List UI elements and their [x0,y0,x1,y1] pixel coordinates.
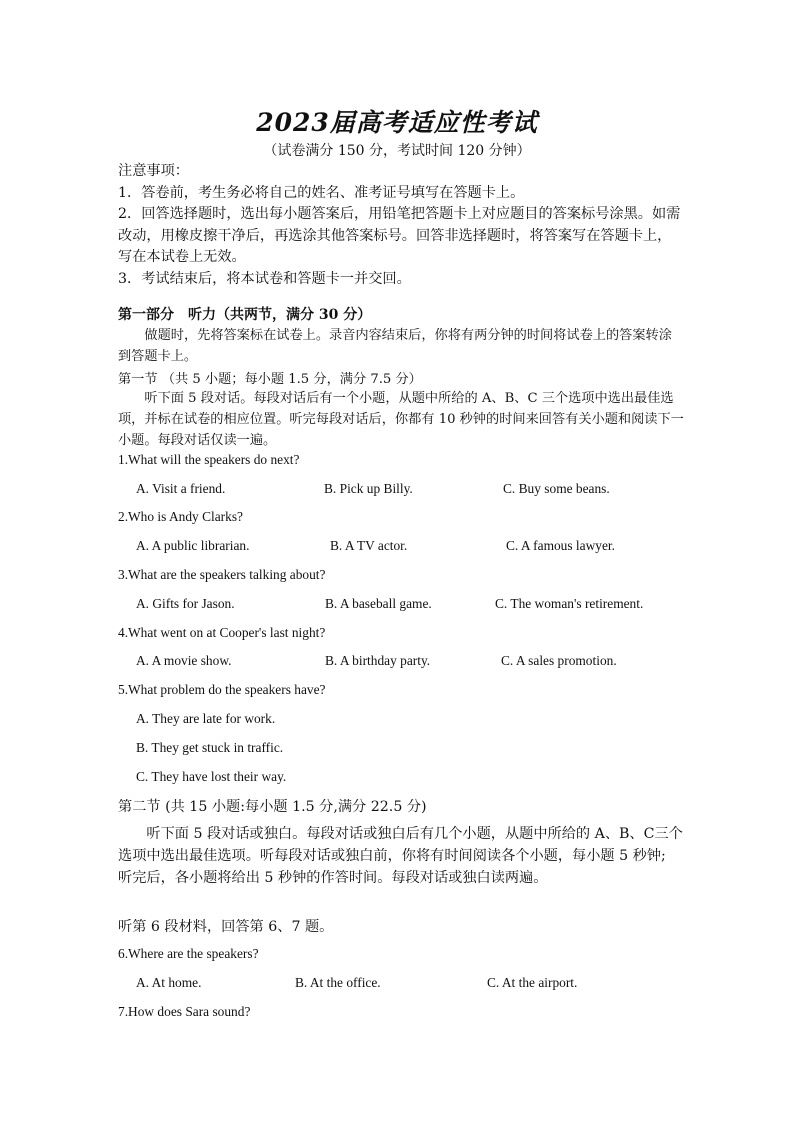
part1-intro: 做题时，先将答案标在试卷上。录音内容结束后，你将有两分钟的时间将试卷上的答案转涂到答题卡上。 [118,328,672,364]
option-6c: C. At the airport. [487,975,578,990]
option-3c: C. The woman's retirement. [495,596,644,611]
option-4a: A. A movie show. [136,653,232,668]
question-3: 3.What are the speakers talking about? [118,567,326,582]
notes-item-3: 3．考试结束后，将本试卷和答题卡一并交回。 [118,270,411,287]
section1-title: 第一节 （共 5 小题；每小题 1.5 分，满分 7.5 分） [118,372,422,387]
section2-intro: 听下面 5 段对话或独白。每段对话或独白后有几个小题，从题中所给的 A、B、C三个选项中选出最佳选项。听每段对话或独白前，你将有时间阅读各个小题，每小题 5 秒钟; 听完后，各小题将给出 5 秒钟的作答时间。每段对话或独白读两遍。 [118,826,683,886]
section2-title: 第二节 (共 15 小题:每小题 1.5 分,满分 22.5 分) [118,799,427,815]
exam-subtitle: （试卷满分 150 分，考试时间 120 分钟） [263,143,531,159]
notes-item-1: 1．答卷前，考生务必将自己的姓名、准考证号填写在答题卡上。 [118,184,525,201]
option-6a: A. At home. [136,975,202,990]
notes-block [118,161,684,290]
question-5: 5.What problem do the speakers have? [118,682,326,697]
section1-intro: 听下面 5 段对话。每段对话后有一个小题，从题中所给的 A、B、C 三个选项中选出最佳选项，并标在试卷的相应位置。听完每段对话后，你都有 10 秒钟的时间来回答有关小题和阅读下一小题。每段对话仅读一遍。 [118,391,684,448]
option-1b: B. Pick up Billy. [324,481,413,496]
exam-title: 2023届高考适应性考试 [256,108,538,137]
option-2b: B. A TV actor. [330,538,408,553]
option-4c: C. A sales promotion. [501,653,617,668]
question-1: 1.What will the speakers do next? [118,452,300,467]
option-5c: C. They have lost their way. [136,769,287,784]
question-4: 4.What went on at Cooper's last night? [118,625,326,640]
question-7: 7.How does Sara sound? [118,1004,251,1019]
option-5b: B. They get stuck in traffic. [136,740,284,755]
option-1a: A. Visit a friend. [136,481,226,496]
notes-heading: 注意事项： [118,163,189,179]
notes-item-2: 2．回答选择题时，选出每小题答案后，用铅笔把答题卡上对应题目的答案标号涂黑。如需改动，用橡皮擦干净后，再选涂其他答案标号。回答非选择题时，将答案写在答题卡上，写在本试卷上无效。 [118,206,681,265]
question-2: 2.Who is Andy Clarks? [118,509,243,524]
option-2a: A. A public librarian. [136,538,250,553]
section2-material: 听第 6 段材料，回答第 6、7 题。 [118,919,334,935]
question-6: 6.Where are the speakers? [118,946,259,961]
option-3b: B. A baseball game. [325,596,432,611]
option-2c: C. A famous lawyer. [506,538,615,553]
option-1c: C. Buy some beans. [503,481,610,496]
part1-title: 第一部分 听力（共两节，满分 30 分） [118,307,372,323]
option-4b: B. A birthday party. [325,653,431,668]
option-5a: A. They are late for work. [136,711,276,726]
option-3a: A. Gifts for Jason. [136,596,235,611]
option-6b: B. At the office. [295,975,381,990]
